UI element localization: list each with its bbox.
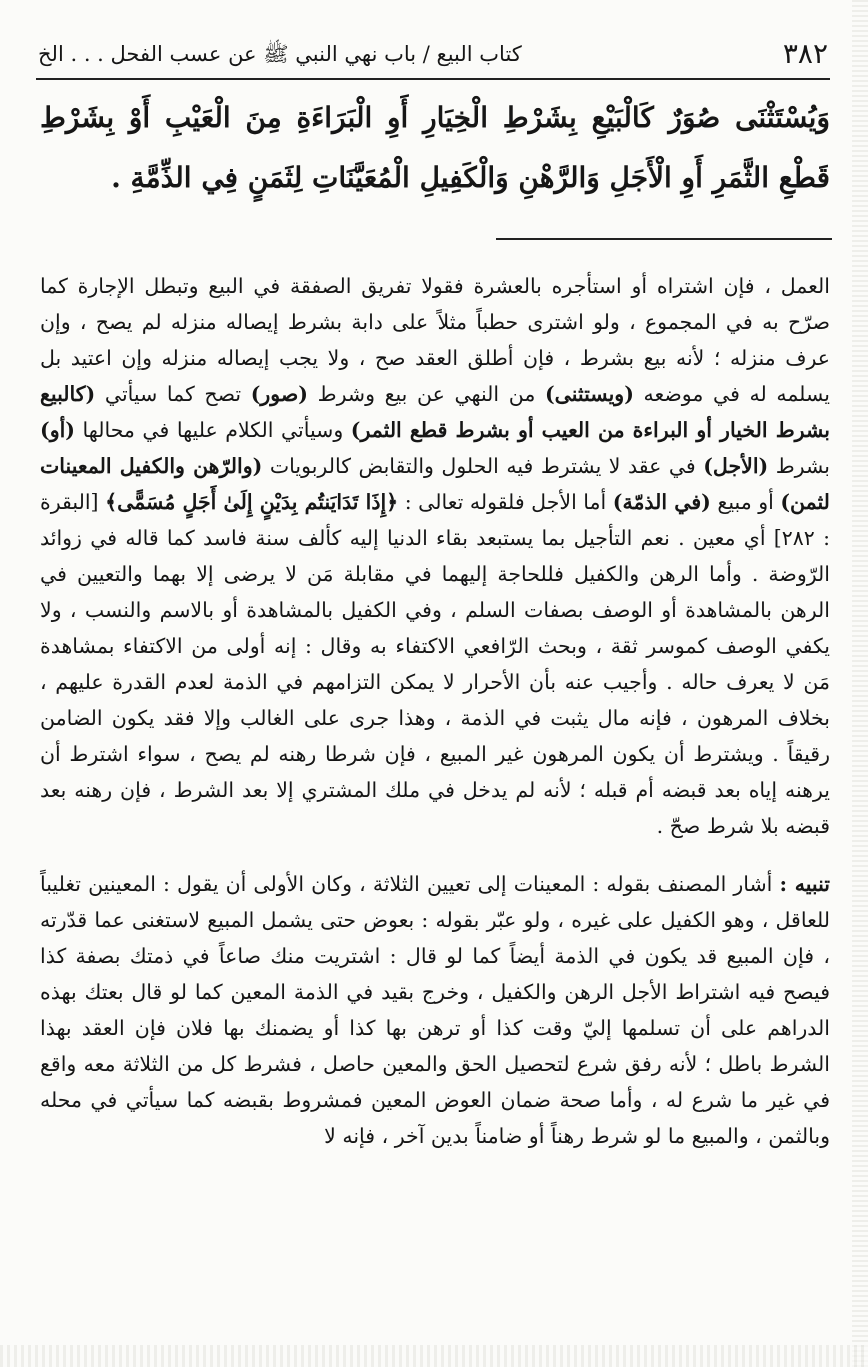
commentary-paragraph-note: [40, 866, 830, 1154]
quoted-matn: (أو): [40, 418, 75, 442]
quoted-matn: (في الذمّة): [612, 490, 711, 514]
text-run: أشار المصنف بقوله : المعينات إلى تعيين الثلاثة ، وكان الأولى أن يقول : المعينين تغليباً للعاقل ، وهو الكفيل على غيره ، ولو عبّر بقوله : بعوض حتى يشمل المبيع لاستغنى عما قدّرته ، فإن المبيع قد يكون في الذمة أيضاً كما لو قال : اشتريت منك صاعاً في ذمتك بصفة كذا فيصح فيه اشتراط الأجل الرهن والكفيل ، وخرج بقيد في الذمة المعين كما لو قال بعتك بهذه الدراهم على أن تسلمها إليّ وقت كذا أو ترهن بها كذا أو يضمنك بها فلان فإن العقد بهذا الشرط باطل ؛ لأنه رفق شرع لتحصيل الحق والمعين حاصل ، فشرط كل من الثلاثة معه واقع في غير ما شرع له ، وأما صحة ضمان العوض المعين فمشروط بقبضه كما سيأتي في محله وبالثمن ، والمبيع ما لو شرط رهناً أو ضامناً بدين آخر ، فإنه لا: [40, 872, 830, 1148]
header-rule: [36, 78, 830, 80]
text-run: أو مبيع: [717, 490, 774, 514]
quoted-matn: (صور): [250, 382, 308, 406]
quoted-matn: (كالبيع بشرط الخيار أو البراءة من العيب أو بشرط قطع الثمر): [40, 382, 830, 442]
page-edge-bottom: [0, 1345, 868, 1367]
text-run: وسيأتي الكلام عليها في محالها: [82, 418, 344, 442]
commentary: [40, 268, 830, 1154]
page-edge-right: [852, 0, 868, 1367]
quoted-matn: (الأجل): [703, 454, 769, 478]
text-run: في عقد لا يشترط فيه الحلول والتقابض كالربويات: [269, 454, 696, 478]
text-run: [البقرة : ٢٨٢] أي معين . نعم التأجيل بما يستبعد بقاء الدنيا إليه كألف سنة فاسد كما قاله في زوائد الرّوضة . وأما الرهن والكفيل فللحاجة إليهما في مقابلة مَن لا يرضى إلا بهما والتعيين في الرهن بالمشاهدة أو الوصف بصفات السلم ، وفي الكفيل بالمشاهدة أو بالاسم والنسب ، ولا يكفي الوصف كموسر ثقة ، وبحث الرّافعي الاكتفاء به وقال : إنه أولى من الاكتفاء بمشاهدة مَن لا يعرف حاله . وأجيب عنه بأن الأحرار لا يمكن التزامهم في الذمة لعدم القدرة عليهم ، بخلاف المرهون ، فإنه مال يثبت في الذمة ، وهذا جرى على الغالب وإلا فقد يكون الضامن رقيقاً . ويشترط أن يكون المرهون غير المبيع ، فإن شرطا رهنه لم يصح ، سواء اشترط أن يرهنه إياه بعد قبضه أم قبله ؛ لأنه لم يدخل في ملك المشتري إلا بعد الشرط ، فإن رهنه بعد قبضه بلا شرط صحّ .: [40, 490, 830, 838]
quoted-matn: (والرّهن والكفيل المعينات لثمن): [40, 454, 830, 514]
text-run: تصح كما سيأتي: [104, 382, 242, 406]
text-run: أما الأجل فلقوله تعالى :: [404, 490, 607, 514]
running-title: كتاب البيع / باب نهي النبي ﷺ عن عسب الفحل . . . الخ: [38, 42, 522, 66]
text-run: بشرط: [775, 454, 830, 478]
matn-text: وَيُسْتَثْنَى صُوَرٌ كَالْبَيْعِ بِشَرْطِ الْخِيَارِ أَوِ الْبَرَاءَةِ مِنَ الْعَيْبِ أَوْ بِشَرْطِ قَطْعِ الثَّمَرِ أَوِ الْأَجَلِ وَالرَّهْنِ وَالْكَفِيلِ الْمُعَيَّنَاتِ لِثَمَنٍ فِي الذِّمَّةِ .: [40, 101, 831, 194]
text-run: العمل ، فإن اشتراه أو استأجره بالعشرة فقولا تفريق الصفقة في البيع وتبطل الإجارة كما صرّح به في المجموع ، ولو اشترى حطباً مثلاً على دابة بشرط إيصاله منزله لم يصح ، وإن عرف منزله ؛ لأنه بيع بشرط ، فإن أطلق العقد صح ، ولا يجب إيصاله منزله وإن اعتيد بل يسلمه له في موضعه: [40, 274, 830, 406]
paragraph-gap: [40, 844, 830, 866]
quoted-matn: (ويستثنى): [544, 382, 634, 406]
page-number: ٣٨٢: [782, 37, 828, 70]
page-header: [38, 32, 828, 72]
quran-verse: ﴿إِذَا تَدَايَنتُم بِدَيْنٍ إِلَىٰ أَجَلٍ مُسَمًّى﴾: [105, 490, 399, 514]
commentary-paragraph: [40, 268, 830, 844]
text-run: من النهي عن بيع وشرط: [317, 382, 536, 406]
matn-separator-rule: [496, 238, 832, 240]
note-label: تنبيه :: [779, 872, 830, 896]
